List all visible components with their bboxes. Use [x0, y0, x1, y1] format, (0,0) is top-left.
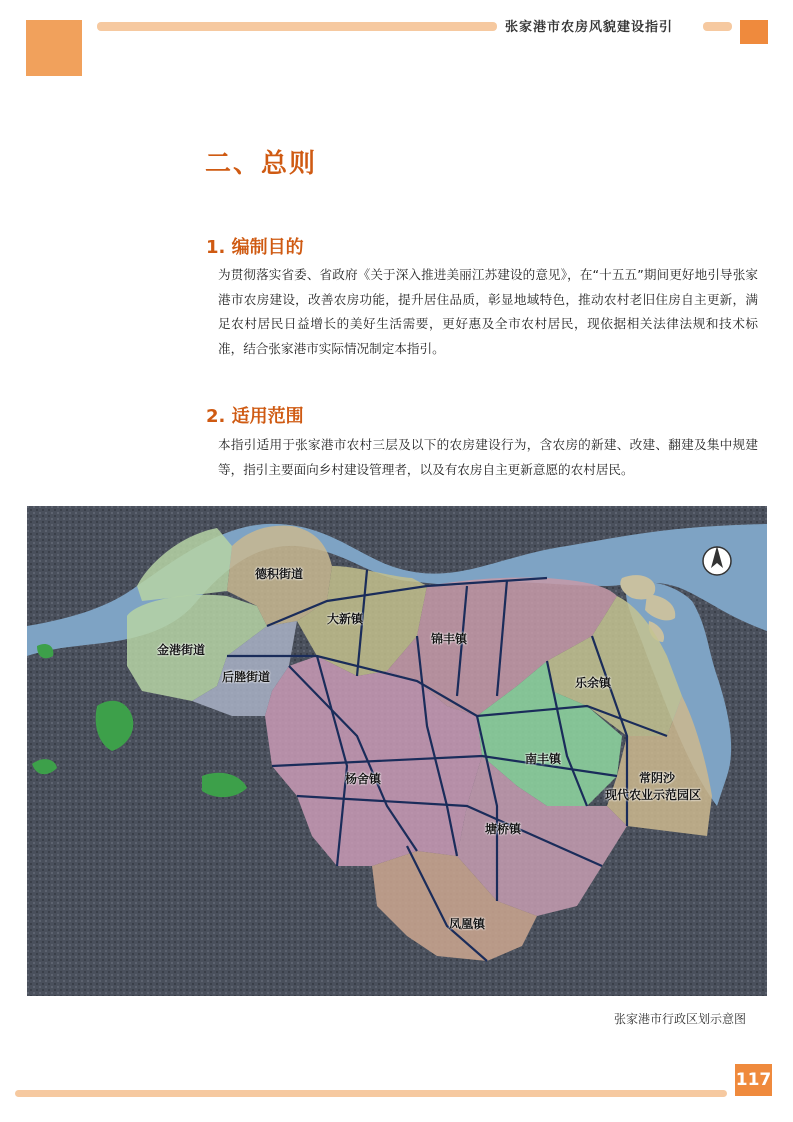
label-jinfeng: 锦丰镇	[431, 632, 468, 646]
section-title-purpose: 1. 编制目的	[206, 237, 304, 258]
label-yangshe: 杨舍镇	[345, 772, 382, 786]
chapter-title: 二、总则	[205, 149, 318, 179]
section-body-purpose: 为贯彻落实省委、省政府《关于深入推进美丽江苏建设的意见》，在“十五五”期间更好地引导张家港市农房建设，改善农房功能，提升居住品质，彰显地域特色，推动农村老旧住房自主更新，满足农村居民日益增长的美好生活需要，更好惠及全市农村居民，现依据相关法律法规和技术标准，结合张家港市实际情况制定本指引。	[218, 267, 758, 356]
section-body-scope: 本指引适用于张家港市农村三层及以下的农房建设行为，含农房的新建、改建、翻建及集中规建等，指引主要面向乡村建设管理者，以及有农房自主更新意愿的农村居民。	[218, 437, 758, 477]
header-title: 张家港市农房风貌建设指引	[505, 20, 674, 35]
label-jingang: 金港街道	[157, 643, 206, 657]
header-bar	[97, 22, 497, 31]
label-nanfeng: 南丰镇	[525, 752, 562, 766]
label-changyinsha: 常阴沙	[639, 771, 676, 785]
corner-decoration	[26, 20, 82, 76]
footer-bar	[15, 1090, 727, 1097]
label-deji: 德积街道	[255, 567, 304, 581]
header-square	[740, 20, 768, 44]
label-fenghuang: 凤凰镇	[449, 917, 486, 931]
admin-division-map	[27, 506, 767, 996]
label-leyu: 乐余镇	[575, 676, 612, 690]
label-daxin: 大新镇	[327, 612, 364, 626]
map-image	[27, 506, 767, 996]
page-number: 117	[735, 1064, 772, 1096]
north-arrow-icon	[703, 546, 731, 575]
header-bar-end	[703, 22, 732, 31]
map-caption: 张家港市行政区划示意图	[614, 1012, 747, 1026]
label-tangqiao: 塘桥镇	[485, 822, 522, 836]
label-houcheng: 后塍街道	[222, 670, 271, 684]
section-title-scope: 2. 适用范围	[206, 406, 304, 427]
label-modern-agri-park: 现代农业示范园区	[605, 788, 702, 802]
